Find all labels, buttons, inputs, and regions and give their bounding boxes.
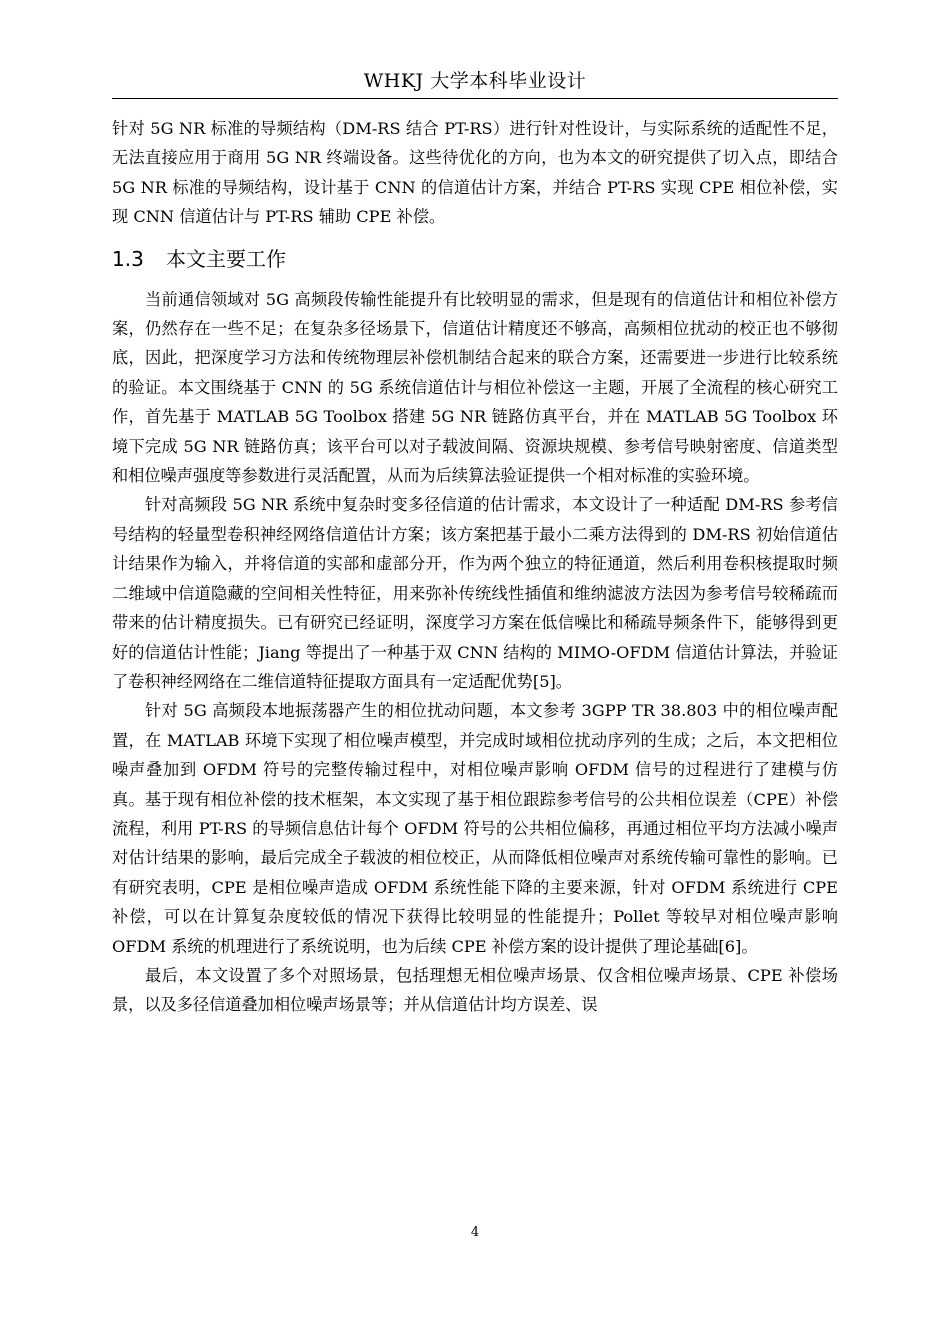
paragraph-3: 针对 5G 高频段本地振荡器产生的相位扰动问题，本文参考 3GPP TR 38.803 中的相位噪声配置，在 MATLAB 环境下实现了相位噪声模型，并完成时域相位扰动序列的生成；之后，本文把相位噪声叠加到 OFDM 符号的完整传输过程中，对相位噪声影响 OFDM 信号的过程进行了建模与仿真。基于现有相位补偿的技术框架，本文实现了基于相位跟踪参考信号的公共相位误差（CPE）补偿流程，利用 PT-RS 的导频信息估计每个 OFDM 符号的公共相位偏移，再通过相位平均方法减小噪声对估计结果的影响，最后完成全子载波的相位校正，从而降低相位噪声对系统传输可靠性的影响。已有研究表明，CPE 是相位噪声造成 OFDM 系统性能下降的主要来源，针对 OFDM 系统进行 CPE 补偿，可以在计算复杂度较低的情况下获得比较明显的性能提升；Pollet 等较早对相位噪声影响 OFDM 系统的机理进行了系统说明，也为后续 CPE 补偿方案的设计提供了理论基础[6]。 xyxy=(112,701,838,956)
header-rule xyxy=(112,98,838,99)
page-number: 4 xyxy=(470,1225,480,1240)
paragraph-continued: 针对 5G NR 标准的导频结构（DM-RS 结合 PT-RS）进行针对性设计，与实际系统的适配性不足，无法直接应用于商用 5G NR 终端设备。这些待优化的方向，也为本文的研究提供了切入点，即结合 5G NR 标准的导频结构，设计基于 CNN 的信道估计方案，并结合 PT-RS 实现 CPE 相位补偿，实现 CNN 信道估计与 PT-RS 辅助 CPE 补偿。 xyxy=(112,119,838,227)
page-header: WHKJ 大学本科毕业设计 xyxy=(363,70,587,92)
paragraph-1: 当前通信领域对 5G 高频段传输性能提升有比较明显的需求，但是现有的信道估计和相位补偿方案，仍然存在一些不足；在复杂多径场景下，信道估计精度还不够高，高频相位扰动的校正也不够彻底，因此，把深度学习方法和传统物理层补偿机制结合起来的联合方案，还需要进一步进行比较系统的验证。本文围绕基于 CNN 的 5G 系统信道估计与相位补偿这一主题，开展了全流程的核心研究工作，首先基于 MATLAB 5G Toolbox 搭建 5G NR 链路仿真平台，并在 MATLAB 5G Toolbox 环境下完成 5G NR 链路仿真；该平台可以对子载波间隔、资源块规模、参考信号映射密度、信道类型和相位噪声强度等参数进行灵活配置，从而为后续算法验证提供一个相对标准的实验环境。 xyxy=(112,289,838,486)
section-number: 1.3 xyxy=(112,246,144,271)
page-body xyxy=(112,114,838,1020)
section-title: 本文主要工作 xyxy=(166,246,286,271)
paragraph-4: 最后，本文设置了多个对照场景，包括理想无相位噪声场景、仅含相位噪声场景、CPE 补偿场景，以及多径信道叠加相位噪声场景等；并从信道估计均方误差、误 xyxy=(112,965,838,1015)
section-heading xyxy=(112,242,838,276)
paragraph-2: 针对高频段 5G NR 系统中复杂时变多径信道的估计需求，本文设计了一种适配 DM-RS 参考信号结构的轻量型卷积神经网络信道估计方案；该方案把基于最小二乘方法得到的 DM-RS 初始信道估计结果作为输入，并将信道的实部和虚部分开，作为两个独立的特征通道，然后利用卷积核提取时频二维域中信道隐藏的空间相关性特征，用来弥补传统线性插值和维纳滤波方法因为参考信号较稀疏而带来的估计精度损失。已有研究已经证明，深度学习方案在低信噪比和稀疏导频条件下，能够得到更好的信道估计性能；Jiang 等提出了一种基于双 CNN 结构的 MIMO-OFDM 信道估计算法，并验证了卷积神经网络在二维信道特征提取方面具有一定适配优势[5]。 xyxy=(112,495,838,691)
